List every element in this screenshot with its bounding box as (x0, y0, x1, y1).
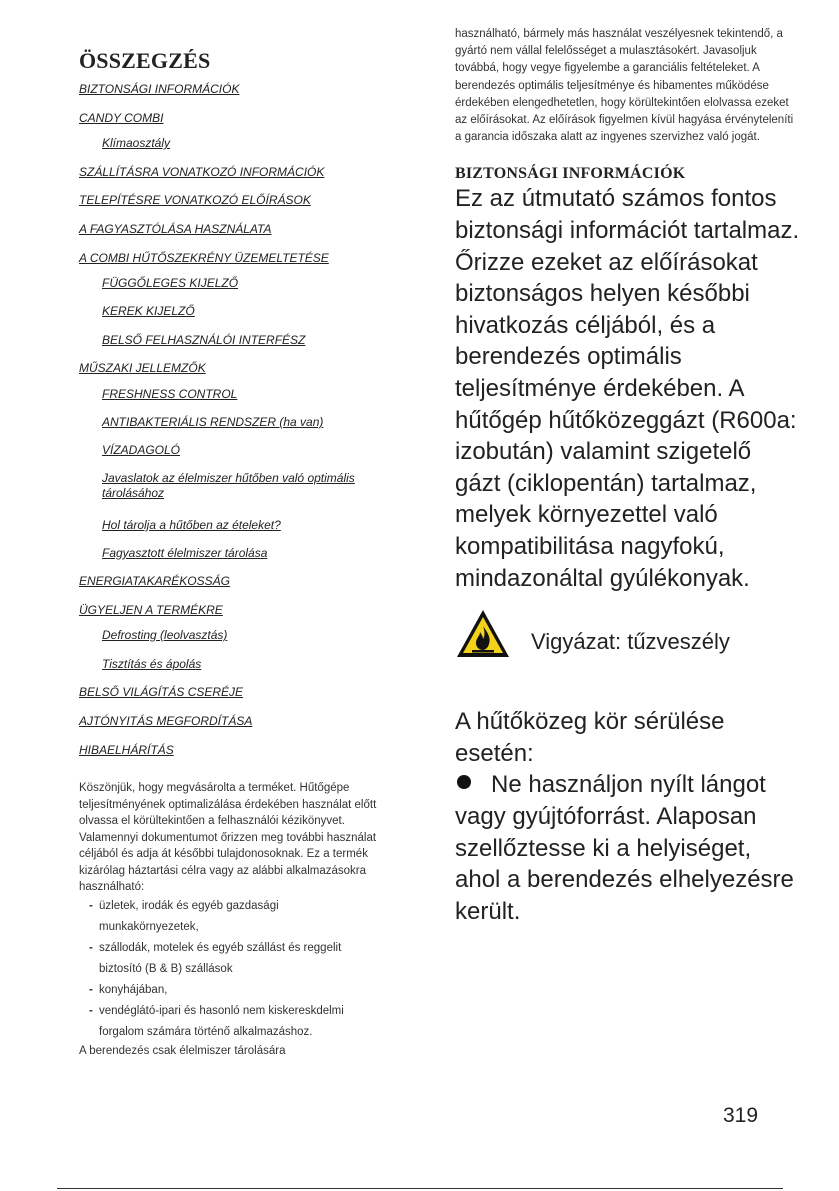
toc-item (79, 251, 379, 266)
left-column (79, 48, 379, 1059)
toc-item (79, 743, 379, 758)
toc-item (79, 574, 379, 589)
toc-item (79, 333, 379, 348)
toc-item (79, 603, 379, 618)
toc-item (79, 136, 379, 151)
toc-link[interactable]: KEREK KIJELZŐ (102, 304, 195, 318)
bullet-paragraph (455, 769, 800, 927)
toc-link[interactable]: Klímaosztály (102, 136, 171, 150)
toc-link[interactable]: MŰSZAKI JELLEMZŐK (79, 361, 206, 375)
intro-closing: A berendezés csak élelmiszer tárolására (79, 1044, 286, 1057)
toc-link[interactable]: Tisztítás és ápolás (102, 657, 202, 671)
toc-link[interactable]: Fagyasztott élelmiszer tárolása (102, 546, 268, 560)
toc-link[interactable]: VÍZADAGOLÓ (102, 443, 181, 457)
circuit-damage-text: A hűtőközeg kör sérülése esetén: (455, 708, 725, 767)
toc-item (79, 222, 379, 237)
toc-link[interactable]: ENERGIATAKARÉKOSSÁG (79, 574, 230, 588)
toc-item (79, 193, 379, 208)
warning-text: Vigyázat: tűzveszély (531, 629, 730, 655)
table-of-contents (79, 82, 379, 758)
usage-list-item: - konyhájában, (89, 980, 379, 1001)
toc-title: ÖSSZEGZÉS (79, 48, 211, 73)
usage-list-item: - üzletek, irodák és egyéb gazdasági munkakörnyezetek, (89, 896, 379, 938)
toc-link[interactable]: AJTÓNYITÁS MEGFORDÍTÁSA (79, 714, 253, 728)
page-number: 319 (723, 1104, 759, 1127)
safety-text: Ez az útmutató számos fontos biztonsági információt tartalmaz. Őrizze ezeket az előírásokat biztonságos helyen későbbi hivatkozás céljából, és a berendezés optimális teljesítménye érdekében. A hűtőgép hűtőközeggázt (R600a: izobután) valamint szigetelő gázt (ciklopentán) tartalmaz, melyek környezettel való kompatibilitása nagyfokú, mindazonáltal gyúlékonyak. (455, 185, 800, 592)
toc-link[interactable]: BELSŐ FELHASZNÁLÓI INTERFÉSZ (102, 333, 306, 347)
toc-link[interactable]: Javaslatok az élelmiszer hűtőben való optimális tárolásához (102, 471, 355, 500)
warning-row (455, 604, 800, 664)
toc-item (79, 628, 379, 643)
intro-section (79, 780, 379, 1059)
toc-link[interactable]: HIBAELHÁRÍTÁS (79, 743, 174, 757)
toc-link[interactable]: BIZTONSÁGI INFORMÁCIÓK (79, 82, 240, 96)
usage-list-item: - vendéglátó-ipari és hasonló nem kiskereskdelmi forgalom számára történő alkalmazáshoz. (89, 1001, 379, 1043)
toc-item (79, 387, 379, 402)
usage-list (79, 896, 379, 1043)
toc-link[interactable]: FRESHNESS CONTROL (102, 387, 238, 401)
toc-link[interactable]: SZÁLLÍTÁSRA VONATKOZÓ INFORMÁCIÓK (79, 165, 325, 179)
toc-link[interactable]: A FAGYASZTÓLÁSA HASZNÁLATA (79, 222, 272, 236)
toc-item (79, 111, 379, 126)
intro-paragraph: Köszönjük, hogy megvásárolta a terméket. Hűtőgépe teljesítményének optimalizálása érdekében használat előtt olvassa el körültekintően a felhasználói kézikönyvet. Valamennyi dokumentumot őrizzen meg további használat céljából és adja át későbbi tulajdonosoknak. Ez a termék kizárólag háztartási célra vagy az alábbi alkalmazásokra használható: (79, 782, 377, 893)
toc-link[interactable]: TELEPÍTÉSRE VONATKOZÓ ELŐÍRÁSOK (79, 193, 311, 207)
toc-item (79, 415, 379, 430)
toc-link[interactable]: BELSŐ VILÁGÍTÁS CSERÉJE (79, 685, 244, 699)
toc-link[interactable]: A COMBI HŰTŐSZEKRÉNY ÜZEMELTETÉSE (79, 251, 329, 265)
toc-item (79, 471, 379, 501)
toc-item (79, 82, 379, 97)
footer-divider (57, 1188, 783, 1189)
right-column (455, 26, 800, 927)
bullet-dot-icon (457, 775, 471, 789)
toc-item (79, 657, 379, 672)
bullet-text: Ne használjon nyílt lángot vagy gyújtóforrást. Alaposan szellőztesse ki a helyiséget, ahol a berendezés elhelyezésre került. (455, 771, 794, 925)
toc-item (79, 518, 379, 533)
toc-item (79, 304, 379, 319)
flammable-warning-icon (455, 608, 511, 660)
section-heading: BIZTONSÁGI INFORMÁCIÓK (455, 165, 686, 183)
toc-link[interactable]: Defrosting (leolvasztás) (102, 628, 228, 642)
toc-item (79, 546, 379, 561)
toc-item (79, 443, 379, 458)
toc-link[interactable]: CANDY COMBI (79, 111, 164, 125)
toc-item (79, 276, 379, 291)
usage-list-item: - szállodák, motelek és egyéb szállást és reggelit biztosító (B & B) szállások (89, 938, 379, 980)
toc-link[interactable]: ANTIBAKTERIÁLIS RENDSZER (ha van) (102, 415, 324, 429)
toc-item (79, 361, 379, 376)
toc-link[interactable]: ÜGYELJEN A TERMÉKRE (79, 603, 223, 617)
toc-link[interactable]: FÜGGŐLEGES KIJELZŐ (102, 276, 239, 290)
continuation-paragraph: használható, bármely más használat veszélyesnek tekintendő, a gyártó nem vállal felelősséget a mulasztásokért. Javasoljuk továbbá, hogy vegye figyelembe a garanciális feltételeket. A berendezés optimális teljesítménye és hibamentes működése érdekében elengedhetetlen, hogy körültekintően elolvassa ezeket az előírásokat. Az előírások figyelmen kívül hagyása érvényteleníti a garancia időszaka alatt az ingyenes szervizhez való jogát. (455, 28, 794, 144)
toc-item (79, 165, 379, 180)
toc-item (79, 714, 379, 729)
toc-link[interactable]: Hol tárolja a hűtőben az ételeket? (102, 518, 281, 532)
toc-item (79, 685, 379, 700)
